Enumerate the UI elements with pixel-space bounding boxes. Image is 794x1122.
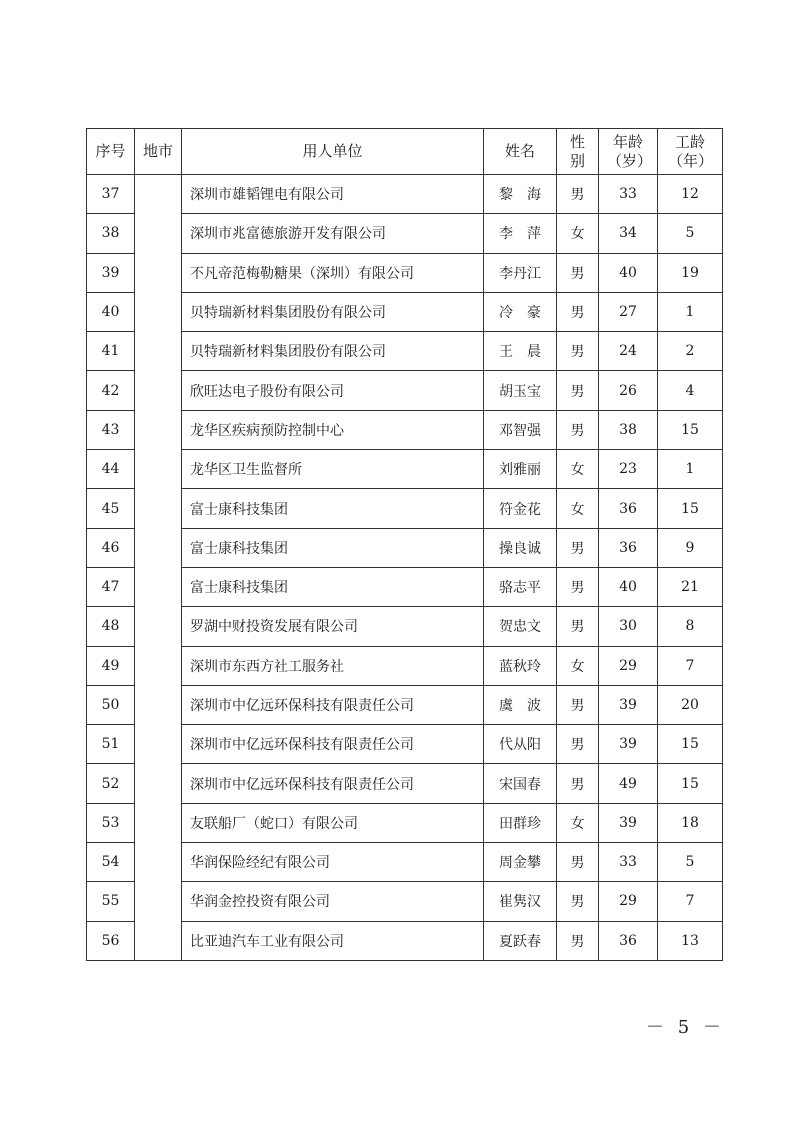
cell-name: 李丹江 — [484, 253, 557, 292]
cell-tenure: 2 — [658, 332, 723, 371]
cell-index: 44 — [87, 450, 135, 489]
table-row — [87, 292, 723, 331]
cell-index: 45 — [87, 489, 135, 528]
table-row — [87, 843, 723, 882]
cell-unit: 罗湖中财投资发展有限公司 — [182, 607, 484, 646]
roster-table-container — [86, 128, 722, 961]
table-row — [87, 175, 723, 214]
cell-index: 37 — [87, 175, 135, 214]
cell-tenure: 18 — [658, 803, 723, 842]
cell-name: 宋国春 — [484, 764, 557, 803]
cell-unit: 龙华区疾病预防控制中心 — [182, 410, 484, 449]
cell-gender: 男 — [557, 764, 599, 803]
cell-gender: 男 — [557, 253, 599, 292]
cell-age: 49 — [599, 764, 658, 803]
cell-age: 33 — [599, 843, 658, 882]
cell-tenure: 9 — [658, 528, 723, 567]
table-row — [87, 410, 723, 449]
cell-age: 40 — [599, 253, 658, 292]
cell-tenure: 12 — [658, 175, 723, 214]
cell-age: 36 — [599, 528, 658, 567]
header-age: 年龄（岁） — [599, 129, 658, 175]
cell-index: 46 — [87, 528, 135, 567]
header-city: 地市 — [135, 129, 182, 175]
cell-unit: 华润金控投资有限公司 — [182, 882, 484, 921]
cell-tenure: 5 — [658, 843, 723, 882]
cell-index: 47 — [87, 567, 135, 606]
table-row — [87, 450, 723, 489]
cell-name: 蓝秋玲 — [484, 646, 557, 685]
cell-tenure: 8 — [658, 607, 723, 646]
cell-age: 39 — [599, 803, 658, 842]
header-tenure: 工龄（年） — [658, 129, 723, 175]
cell-gender: 女 — [557, 646, 599, 685]
cell-gender: 女 — [557, 803, 599, 842]
table-row — [87, 685, 723, 724]
table-row — [87, 332, 723, 371]
cell-gender: 男 — [557, 332, 599, 371]
cell-index: 43 — [87, 410, 135, 449]
cell-index: 55 — [87, 882, 135, 921]
cell-name: 骆志平 — [484, 567, 557, 606]
cell-gender: 女 — [557, 214, 599, 253]
cell-unit: 华润保险经纪有限公司 — [182, 843, 484, 882]
table-body — [87, 175, 723, 961]
cell-name: 代从阳 — [484, 725, 557, 764]
cell-tenure: 1 — [658, 292, 723, 331]
cell-index: 50 — [87, 685, 135, 724]
cell-index: 41 — [87, 332, 135, 371]
cell-city — [135, 175, 182, 961]
table-row — [87, 764, 723, 803]
cell-name: 刘雅丽 — [484, 450, 557, 489]
header-index: 序号 — [87, 129, 135, 175]
cell-age: 38 — [599, 410, 658, 449]
cell-name: 夏跃春 — [484, 921, 557, 960]
table-row — [87, 214, 723, 253]
cell-age: 36 — [599, 921, 658, 960]
cell-name: 田群珍 — [484, 803, 557, 842]
cell-tenure: 4 — [658, 371, 723, 410]
cell-index: 53 — [87, 803, 135, 842]
cell-unit: 贝特瑞新材料集团股份有限公司 — [182, 332, 484, 371]
cell-tenure: 15 — [658, 410, 723, 449]
cell-unit: 深圳市雄韬锂电有限公司 — [182, 175, 484, 214]
cell-age: 34 — [599, 214, 658, 253]
cell-unit: 贝特瑞新材料集团股份有限公司 — [182, 292, 484, 331]
table-row — [87, 725, 723, 764]
cell-index: 52 — [87, 764, 135, 803]
cell-tenure: 13 — [658, 921, 723, 960]
cell-tenure: 15 — [658, 489, 723, 528]
cell-index: 56 — [87, 921, 135, 960]
cell-index: 51 — [87, 725, 135, 764]
cell-unit: 深圳市中亿远环保科技有限责任公司 — [182, 764, 484, 803]
cell-gender: 男 — [557, 528, 599, 567]
cell-name: 胡玉宝 — [484, 371, 557, 410]
cell-name: 崔隽汉 — [484, 882, 557, 921]
header-unit: 用人单位 — [182, 129, 484, 175]
cell-gender: 男 — [557, 843, 599, 882]
cell-gender: 男 — [557, 882, 599, 921]
cell-gender: 男 — [557, 292, 599, 331]
cell-tenure: 15 — [658, 764, 723, 803]
cell-name: 黎 海 — [484, 175, 557, 214]
cell-unit: 不凡帝范梅勒糖果（深圳）有限公司 — [182, 253, 484, 292]
cell-unit: 友联船厂（蛇口）有限公司 — [182, 803, 484, 842]
cell-unit: 富士康科技集团 — [182, 567, 484, 606]
cell-name: 冷 豪 — [484, 292, 557, 331]
cell-age: 40 — [599, 567, 658, 606]
cell-unit: 比亚迪汽车工业有限公司 — [182, 921, 484, 960]
cell-index: 54 — [87, 843, 135, 882]
cell-age: 29 — [599, 882, 658, 921]
table-row — [87, 253, 723, 292]
cell-gender: 女 — [557, 450, 599, 489]
table-row — [87, 803, 723, 842]
table-row — [87, 567, 723, 606]
cell-age: 27 — [599, 292, 658, 331]
cell-name: 邓智强 — [484, 410, 557, 449]
cell-unit: 龙华区卫生监督所 — [182, 450, 484, 489]
header-name: 姓名 — [484, 129, 557, 175]
header-gender: 性别 — [557, 129, 599, 175]
table-row — [87, 489, 723, 528]
cell-name: 王 晨 — [484, 332, 557, 371]
cell-name: 贺忠文 — [484, 607, 557, 646]
table-header-row — [87, 129, 723, 175]
table-row — [87, 646, 723, 685]
cell-gender: 男 — [557, 725, 599, 764]
table-row — [87, 921, 723, 960]
cell-unit: 深圳市中亿远环保科技有限责任公司 — [182, 725, 484, 764]
cell-tenure: 20 — [658, 685, 723, 724]
cell-gender: 男 — [557, 567, 599, 606]
cell-index: 38 — [87, 214, 135, 253]
cell-unit: 富士康科技集团 — [182, 489, 484, 528]
cell-age: 33 — [599, 175, 658, 214]
cell-name: 周金攀 — [484, 843, 557, 882]
table-row — [87, 607, 723, 646]
cell-age: 24 — [599, 332, 658, 371]
cell-age: 39 — [599, 685, 658, 724]
cell-gender: 男 — [557, 921, 599, 960]
cell-unit: 富士康科技集团 — [182, 528, 484, 567]
cell-tenure: 19 — [658, 253, 723, 292]
cell-age: 26 — [599, 371, 658, 410]
page-number: － 5 － — [646, 1017, 725, 1038]
table-row — [87, 528, 723, 567]
cell-age: 36 — [599, 489, 658, 528]
cell-index: 42 — [87, 371, 135, 410]
table-row — [87, 371, 723, 410]
cell-index: 39 — [87, 253, 135, 292]
cell-name: 虞 波 — [484, 685, 557, 724]
cell-name: 符金花 — [484, 489, 557, 528]
cell-unit: 深圳市东西方社工服务社 — [182, 646, 484, 685]
cell-name: 操良诚 — [484, 528, 557, 567]
cell-index: 49 — [87, 646, 135, 685]
cell-tenure: 1 — [658, 450, 723, 489]
roster-table — [86, 128, 723, 961]
cell-tenure: 15 — [658, 725, 723, 764]
cell-age: 23 — [599, 450, 658, 489]
cell-gender: 男 — [557, 607, 599, 646]
cell-unit: 深圳市兆富德旅游开发有限公司 — [182, 214, 484, 253]
cell-gender: 男 — [557, 175, 599, 214]
cell-age: 39 — [599, 725, 658, 764]
cell-gender: 男 — [557, 685, 599, 724]
table-row — [87, 882, 723, 921]
cell-index: 48 — [87, 607, 135, 646]
cell-gender: 女 — [557, 489, 599, 528]
cell-age: 29 — [599, 646, 658, 685]
cell-gender: 男 — [557, 410, 599, 449]
cell-tenure: 5 — [658, 214, 723, 253]
cell-unit: 欣旺达电子股份有限公司 — [182, 371, 484, 410]
cell-age: 30 — [599, 607, 658, 646]
cell-tenure: 7 — [658, 882, 723, 921]
cell-name: 李 萍 — [484, 214, 557, 253]
cell-index: 40 — [87, 292, 135, 331]
cell-tenure: 7 — [658, 646, 723, 685]
cell-tenure: 21 — [658, 567, 723, 606]
cell-gender: 男 — [557, 371, 599, 410]
cell-unit: 深圳市中亿远环保科技有限责任公司 — [182, 685, 484, 724]
